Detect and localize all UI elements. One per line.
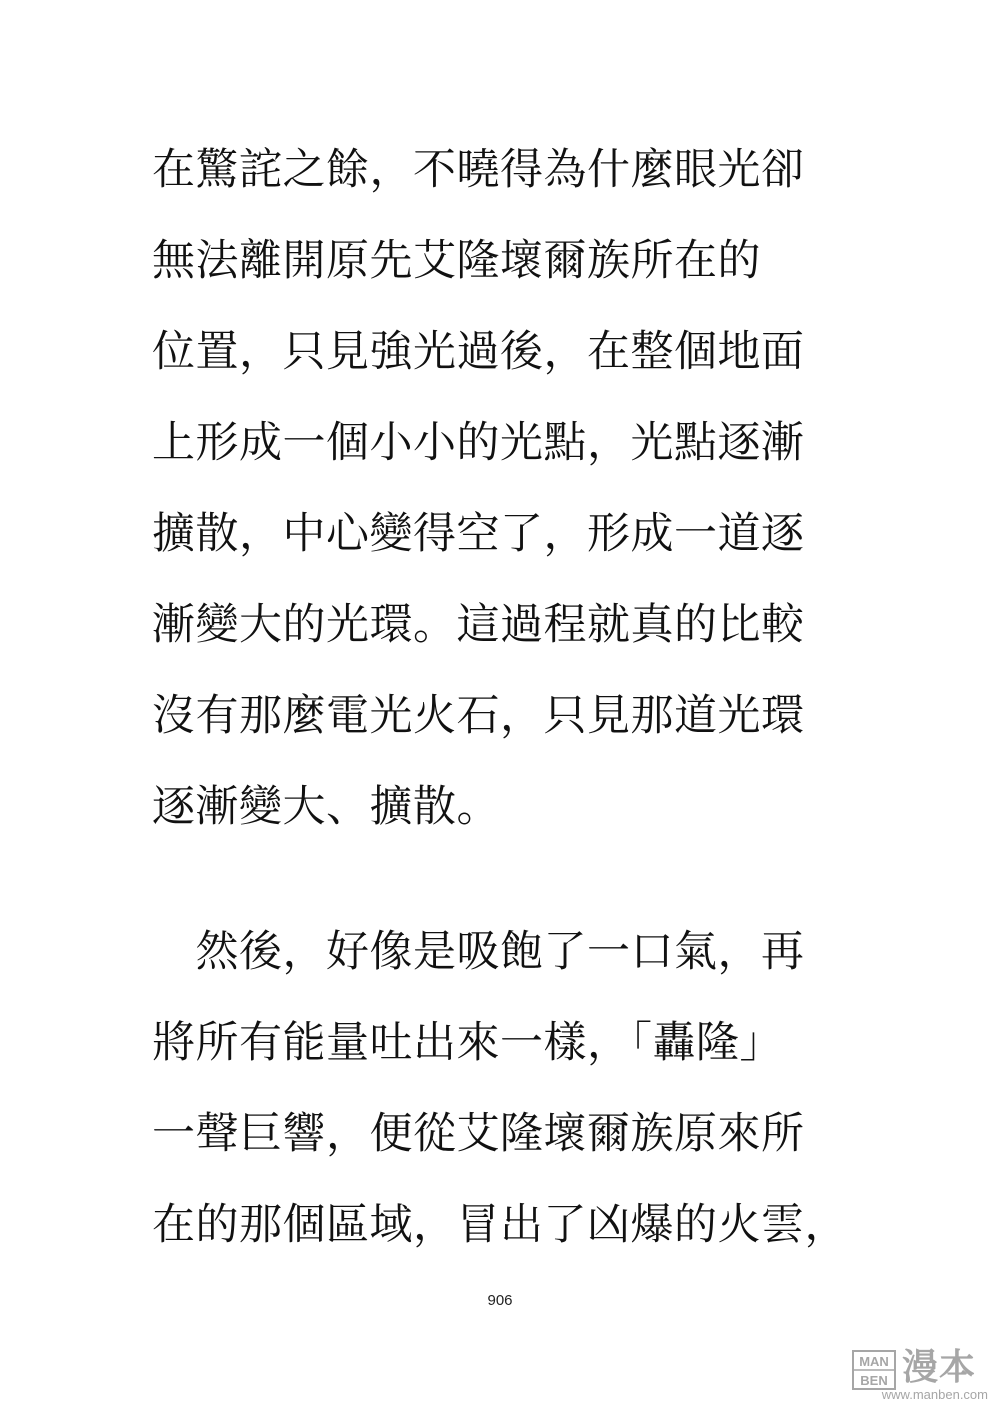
text-line: 在的那個區域，冒出了凶爆的火雲， xyxy=(152,1200,848,1250)
text-line: 一聲巨響，便從艾隆壞爾族原來所 xyxy=(152,1109,805,1159)
manben-logo-icon xyxy=(852,1350,896,1390)
paragraph-1 xyxy=(152,140,872,868)
text-line: 逐漸變大、擴散。 xyxy=(152,782,500,832)
text-line: 漸變大的光環。這過程就真的比較 xyxy=(152,600,805,650)
watermark-url: www.manben.com xyxy=(881,1387,988,1402)
page-number: 906 xyxy=(487,1292,513,1309)
text-line: 無法離開原先艾隆壞爾族所在的 xyxy=(152,236,761,286)
text-line: 然後，好像是吸飽了一口氣，再 xyxy=(152,927,805,977)
text-line: 沒有那麼電光火石，只見那道光環 xyxy=(152,691,805,741)
text-line: 將所有能量吐出來一樣，「轟隆」 xyxy=(152,1018,783,1068)
text-line: 擴散，中心變得空了，形成一道逐 xyxy=(152,509,805,559)
svg-text:BEN: BEN xyxy=(860,1373,888,1388)
watermark-name: 漫本 xyxy=(902,1347,977,1388)
text-line: 上形成一個小小的光點，光點逐漸 xyxy=(152,418,805,468)
paragraph-2 xyxy=(152,922,872,1286)
svg-text:MAN: MAN xyxy=(859,1354,889,1369)
text-line: 在驚詫之餘，不曉得為什麼眼光卻 xyxy=(152,145,805,195)
watermark xyxy=(848,1348,988,1404)
text-line: 位置，只見強光過後，在整個地面 xyxy=(152,327,805,377)
